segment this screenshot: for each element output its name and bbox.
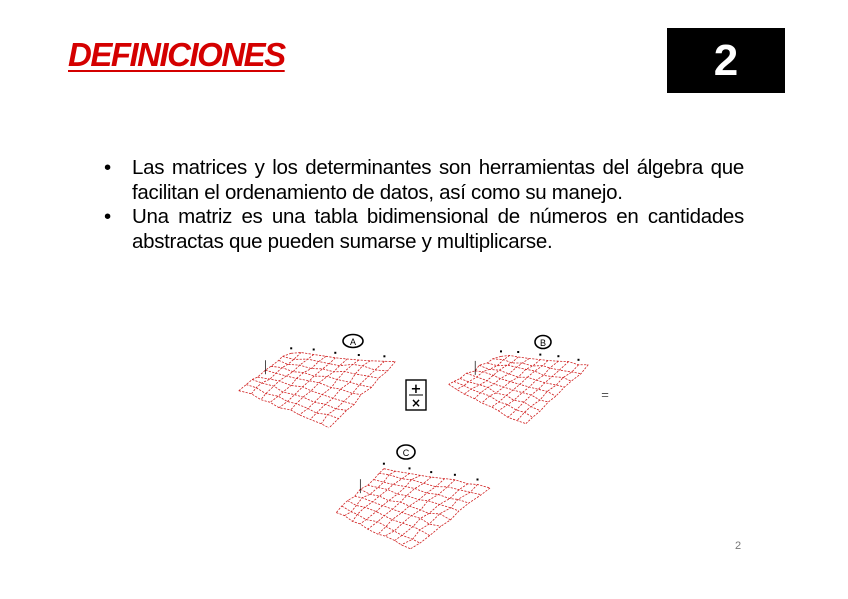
label-a-circle (343, 335, 363, 348)
plus-icon: + (410, 382, 422, 397)
label-c: C (402, 448, 410, 458)
operator-box (406, 380, 426, 410)
label-a: A (349, 337, 357, 347)
bullet-item: • Las matrices y los determinantes son herramientas del álgebra que facilitan el ordenamiento de datos, así como su manejo. (104, 156, 744, 205)
page-number: 2 (735, 540, 742, 552)
bullet-item: • Una matriz es una tabla bidimensional de números en cantidades abstractas que pueden sumarse y multiplicarse. (104, 205, 744, 254)
surface-c (336, 463, 490, 549)
surface-b (449, 350, 589, 423)
label-c-circle (397, 445, 415, 459)
label-b: B (539, 338, 547, 348)
section-number-badge: 2 (667, 28, 785, 93)
equals-sign: = (601, 387, 609, 402)
label-b-circle (535, 336, 551, 349)
surface-a (239, 347, 395, 428)
slide-title: DEFINICIONES (68, 36, 285, 73)
multiply-icon: × (410, 396, 422, 410)
